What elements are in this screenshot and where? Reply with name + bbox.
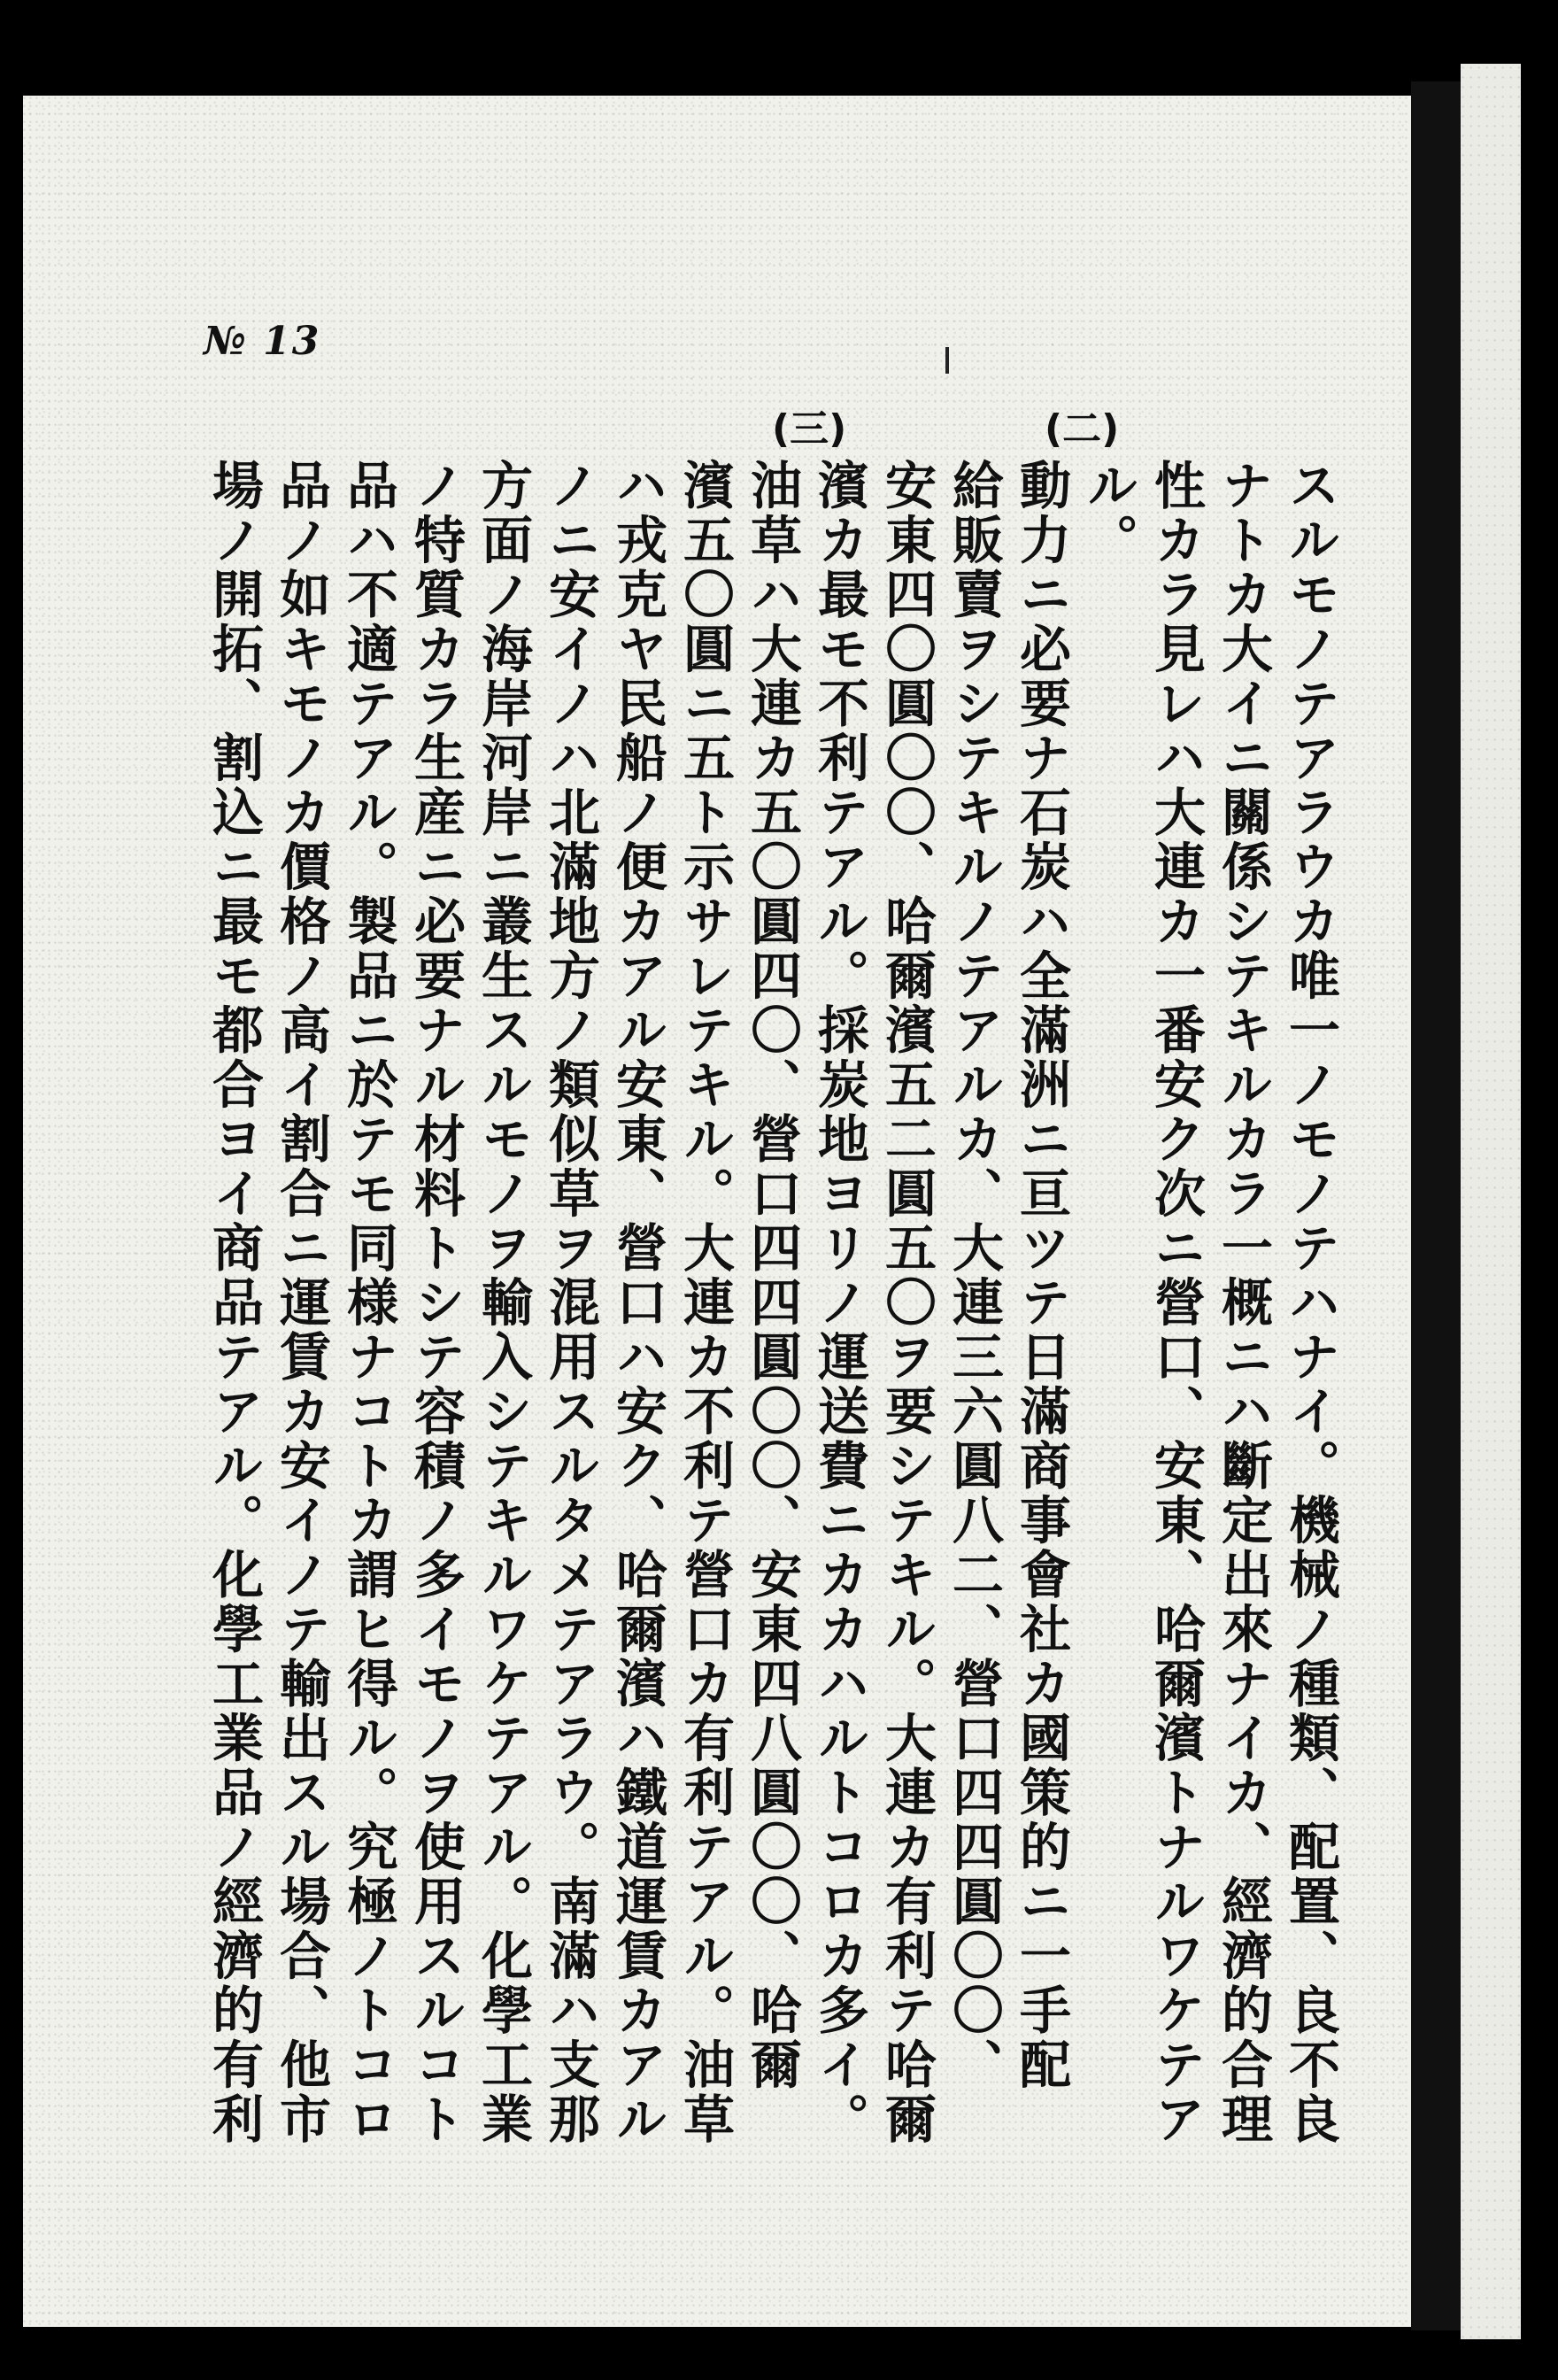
- section-mark-3: (三): [772, 406, 847, 452]
- text-column-1: スルモノテアラウカ唯一ノモノテハナイ。機械ノ種類、配置、良不良: [1280, 459, 1340, 2147]
- text-column-7: 安東四〇圓〇〇、哈爾濱五二圓五〇ヲ要シテキル。大連カ有利テ哈爾: [876, 459, 937, 2147]
- text-column-16: 品ノ如キモノカ價格ノ高イ割合ニ運賃カ安イノテ輸出スル場合、他市: [271, 459, 331, 2147]
- text-column-4: ル。: [1078, 459, 1138, 568]
- text-column-8: 濱カ最モ不利テアル。採炭地ヨリノ運送費ニカカハルトコロカ多イ。: [809, 459, 869, 2147]
- text-column-6: 給販賣ヲシテキルノテアルカ、大連三六圓八二、營口四四圓〇〇、: [944, 459, 1004, 2092]
- text-column-10: 濱五〇圓ニ五ト示サレテキル。大連カ不利テ營口カ有利テアル。油草: [675, 459, 735, 2147]
- text-column-15: 品ハ不適テアル。製品ニ於テモ同様ナコトカ謂ヒ得ル。究極ノトコロ: [338, 459, 398, 2147]
- text-column-11: ハ戎克ヤ民船ノ便カアル安東、營口ハ安ク、哈爾濱ハ鐵道運賃カアル: [607, 459, 667, 2147]
- book-spine: [1411, 81, 1461, 2330]
- text-column-2: ナトカ大イニ關係シテキルカラ一概ニハ斷定出來ナイカ、經濟的合理: [1213, 459, 1273, 2147]
- page-number: № 13: [204, 319, 321, 364]
- text-column-17: 場ノ開拓、割込ニ最モ都合ヨイ商品テアル。化學工業品ノ經濟的有利: [204, 459, 264, 2147]
- adjacent-page-edge: [1461, 64, 1521, 2339]
- text-column-13: 方面ノ海岸河岸ニ叢生スルモノヲ輸入シテキルワケテアル。化學工業: [473, 459, 533, 2147]
- text-column-14: ノ特質カラ生産ニ必要ナル材料トシテ容積ノ多イモノヲ使用スルコト: [405, 459, 466, 2147]
- section-mark-2: (二): [1045, 406, 1120, 452]
- text-column-3: 性カラ見レハ大連カ一番安ク次ニ營口、安東、哈爾濱トナルワケテア: [1145, 459, 1206, 2147]
- text-column-9: 油草ハ大連カ五〇圓四〇、營口四四圓〇〇、安東四八圓〇〇、哈爾: [742, 459, 802, 2092]
- text-column-12: ノニ安イノハ北滿地方ノ類似草ヲ混用スルタメテアラウ。南滿ハ支那: [540, 459, 600, 2147]
- text-column-5: 動力ニ必要ナ石炭ハ全滿洲ニ亘ツテ日滿商事會社カ國策的ニ一手配: [1011, 459, 1071, 2092]
- scan-mark: [945, 347, 949, 374]
